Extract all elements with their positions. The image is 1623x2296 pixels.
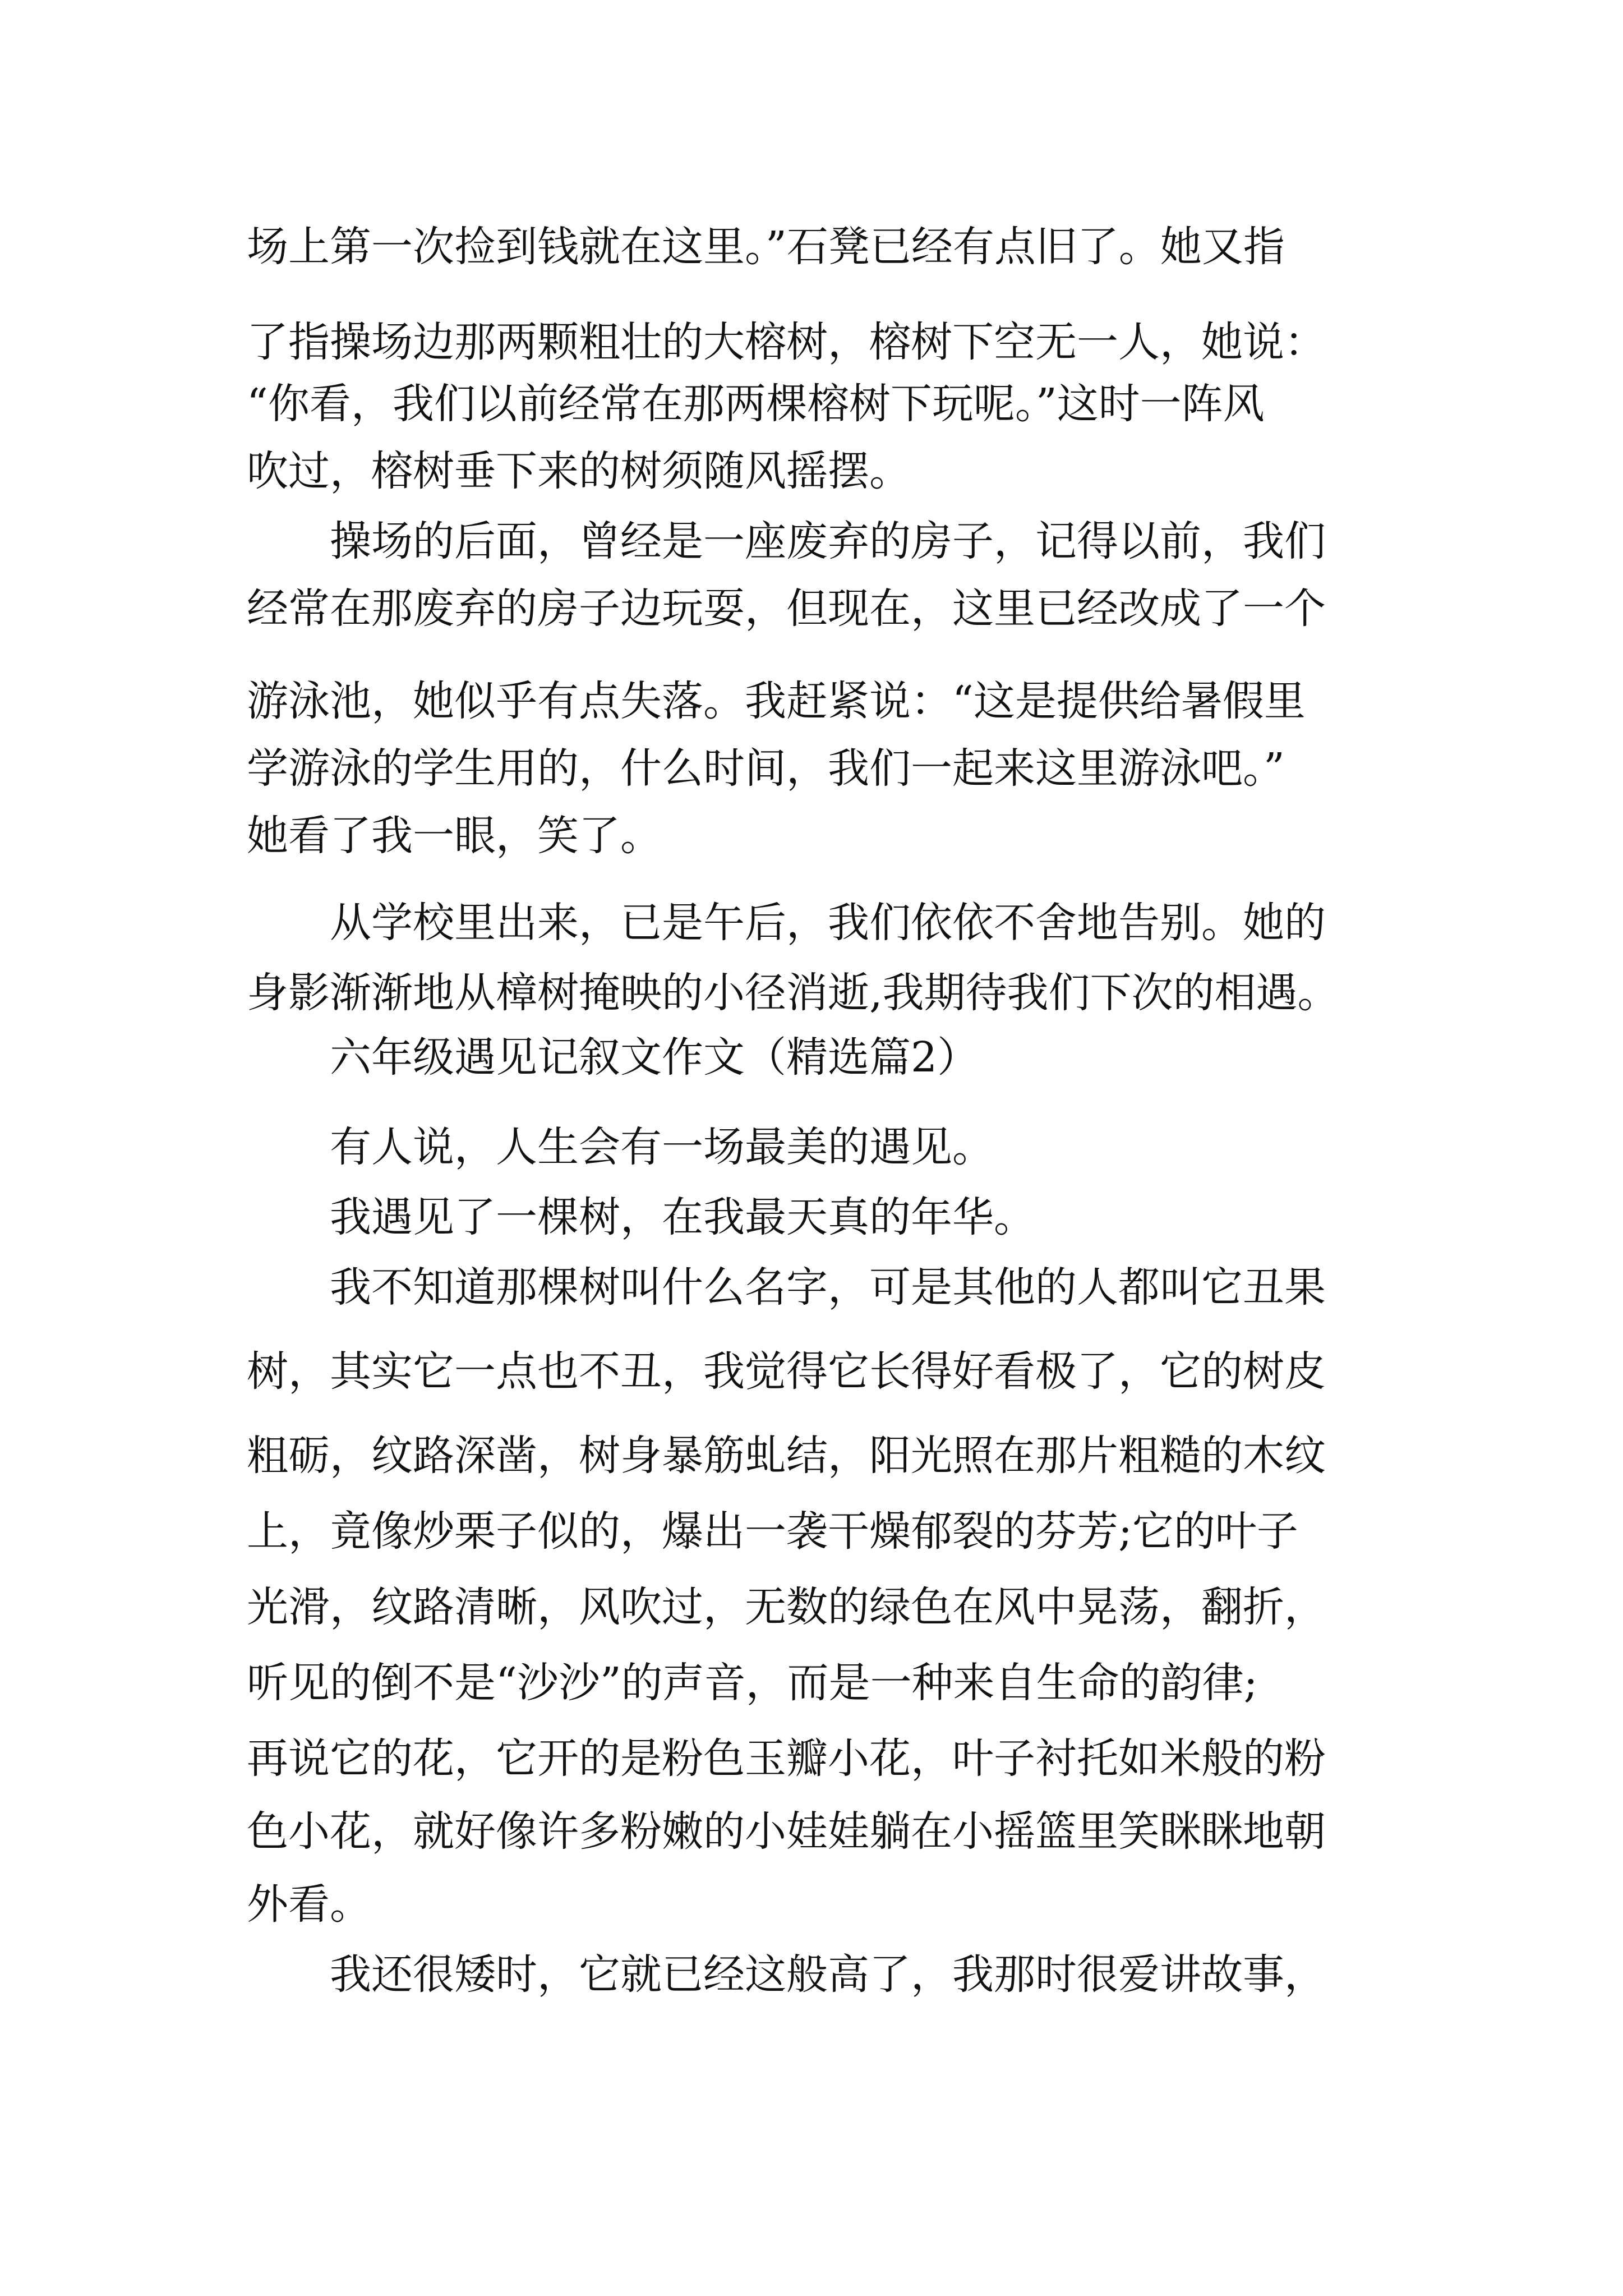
- paragraph-start-line: 我遇见了一棵树，在我最天真的年华。: [330, 1193, 1035, 1241]
- text-line: 她看了我一眼，笑了。: [247, 812, 662, 860]
- text-line: 光滑，纹路清晰，风吹过，无数的绿色在风中晃荡，翻折，: [247, 1583, 1326, 1631]
- paragraph-start-line: 从学校里出来，已是午后，我们依依不舍地告别。她的: [330, 899, 1326, 947]
- text-line: 身影渐渐地从樟树掩映的小径消逝,我期待我们下次的相遇。: [247, 969, 1339, 1017]
- text-line: 吹过，榕树垂下来的树须随风摇摆。: [247, 447, 911, 495]
- paragraph-start-line: 操场的后面，曾经是一座废弃的房子，记得以前，我们: [330, 517, 1326, 565]
- text-line: 再说它的花，它开的是粉色玉瓣小花，叶子衬托如米般的粉: [247, 1734, 1326, 1783]
- paragraph-start-line: 有人说，人生会有一场最美的遇见。: [330, 1123, 994, 1171]
- text-line: 经常在那废弃的房子边玩耍，但现在，这里已经改成了一个: [247, 585, 1326, 633]
- text-line: 游泳池，她似乎有点失落。我赶紧说：“这是提供给暑假里: [247, 677, 1306, 725]
- paragraph-start-line: 我还很矮时，它就已经这般高了，我那时很爱讲故事，: [330, 1950, 1326, 1999]
- text-line: 外看。: [247, 1880, 371, 1929]
- text-line: 树，其实它一点也不丑，我觉得它长得好看极了，它的树皮: [247, 1347, 1326, 1396]
- text-line: 听见的倒不是“沙沙”的声音，而是一种来自生命的韵律;: [247, 1659, 1258, 1707]
- text-line: 学游泳的学生用的，什么时间，我们一起来这里游泳吧。”: [247, 744, 1285, 793]
- text-line: 色小花，就好像许多粉嫩的小娃娃躺在小摇篮里笑眯眯地朝: [247, 1807, 1326, 1856]
- text-line: 粗砺，纹路深凿，树身暴筋虬结，阳光照在那片粗糙的木纹: [247, 1432, 1326, 1480]
- section-heading: 六年级遇见记叙文作文（精选篇2）: [330, 1033, 979, 1082]
- text-line: “你看，我们以前经常在那两棵榕树下玩呢。”这时一阵风: [247, 380, 1265, 428]
- text-line: 了指操场边那两颗粗壮的大榕树，榕树下空无一人，她说：: [247, 318, 1326, 366]
- text-line: 场上第一次捡到钱就在这里。”石凳已经有点旧了。她又指: [247, 223, 1285, 271]
- paragraph-start-line: 我不知道那棵树叫什么名字，可是其他的人都叫它丑果: [330, 1263, 1326, 1312]
- text-line: 上，竟像炒栗子似的，爆出一袭干燥郁裂的芬芳;它的叶子: [247, 1507, 1298, 1556]
